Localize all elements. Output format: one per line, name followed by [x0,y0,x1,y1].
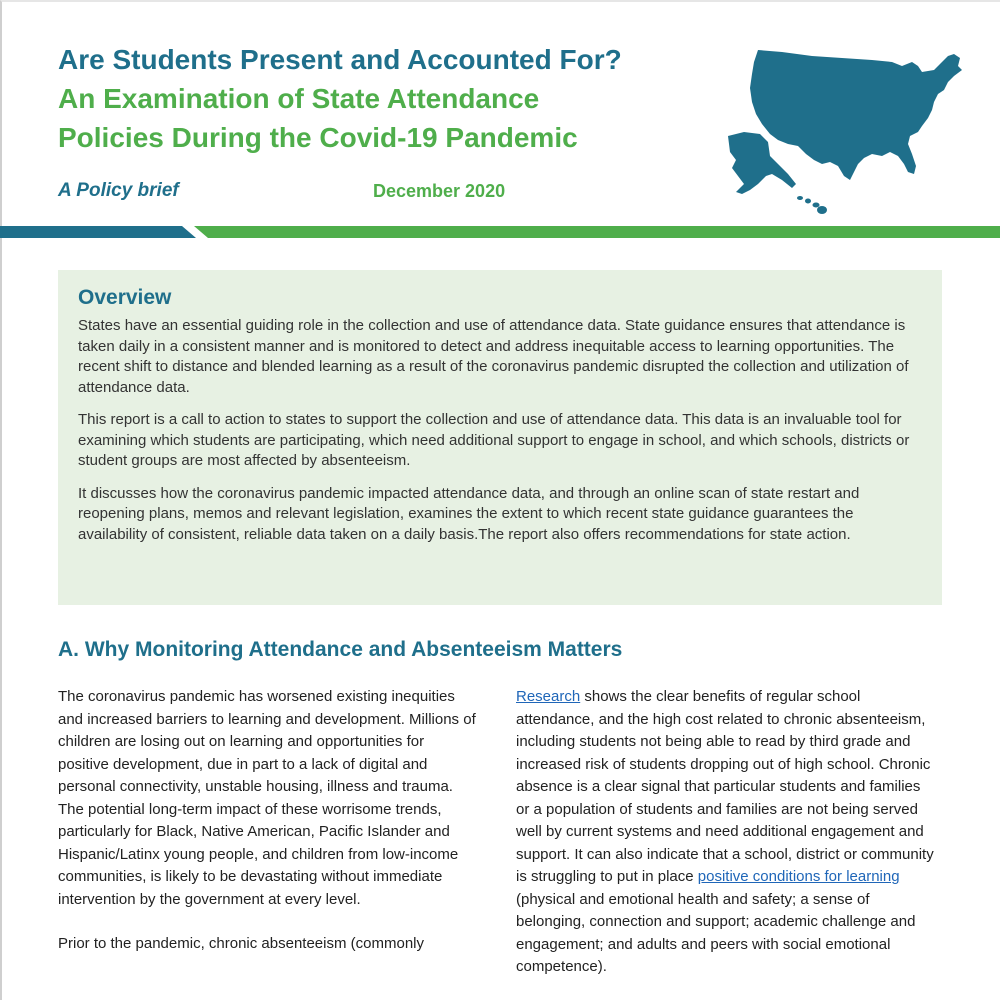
header-divider [0,222,1000,240]
overview-title: Overview [78,286,172,309]
title-line-3: Policies During the Covid-19 Pandemic [58,122,578,153]
overview-paragraph: States have an essential guiding role in the collection and use of attendance data. State guidance ensures that attendance is taken daily in a consistent manner and is monitored to detect and address inequitable access to learning opportunities. The recent shift to distance and blended learning as a result of the coronavirus pandemic disrupted the collection and utilization of attendance data. [78,317,909,396]
body-text: (physical and emotional health and safety; a sense of belonging, connection and support; academic challenge and engagement; and adults and peers with social emotional competence). [516,890,916,975]
publication-date: December 2020 [373,181,506,201]
us-map-icon [722,28,974,218]
right-column [516,686,936,979]
left-column [58,686,478,956]
research-link[interactable]: Research [516,688,581,705]
section-a-heading: A. Why Monitoring Attendance and Absenteeism Matters [58,638,623,661]
body-paragraph: Prior to the pandemic, chronic absenteeism (commonly [58,935,424,952]
overview-box [58,270,942,605]
body-paragraph: The coronavirus pandemic has worsened existing inequities and increased barriers to learning and development. Millions of children are losing out on learning and opportunities for positive development, due in part to a lack of digital and personal connectivity, unstable housing, illness and trauma. The potential long-term impact of these worrisome trends, particularly for Black, Native American, Pacific Islander and Hispanic/Latinx young people, and children from low-income communities, is likely to be devastating without immediate intervention by the government at every level. [58,688,476,908]
conditions-for-learning-link[interactable]: positive conditions for learning [697,868,900,885]
report-subtitle: A Policy brief [58,180,179,201]
overview-paragraph: This report is a call to action to states to support the collection and use of attendance data. This data is an invaluable tool for examining which students are participating, which need additional support to engage in school, and which schools, districts or student groups are most affected by absenteeism. [78,411,910,469]
title-line-1: Are Students Present and Accounted For? [58,44,622,75]
report-title [58,40,738,157]
body-text: shows the clear benefits of regular school attendance, and the high cost related to chronic absenteeism, including students not being able to read by third grade and increased risk of students dropping out of high school. Chronic absence is a clear signal that particular students and families or a population of students and families are not being served well by current systems and need additional engagement and support. It can also indicate that a school, district or community is struggling to put in place [516,688,934,885]
overview-paragraph: It discusses how the coronavirus pandemic impacted attendance data, and through an online scan of state restart and reopening plans, memos and relevant legislation, examines the extent to which recent state guidance guarantees the availability of consistent, reliable data taken on a daily basis.The report also offers recommendations for state action. [78,484,860,543]
body-paragraph [516,686,936,979]
title-line-2: An Examination of State Attendance [58,83,540,114]
